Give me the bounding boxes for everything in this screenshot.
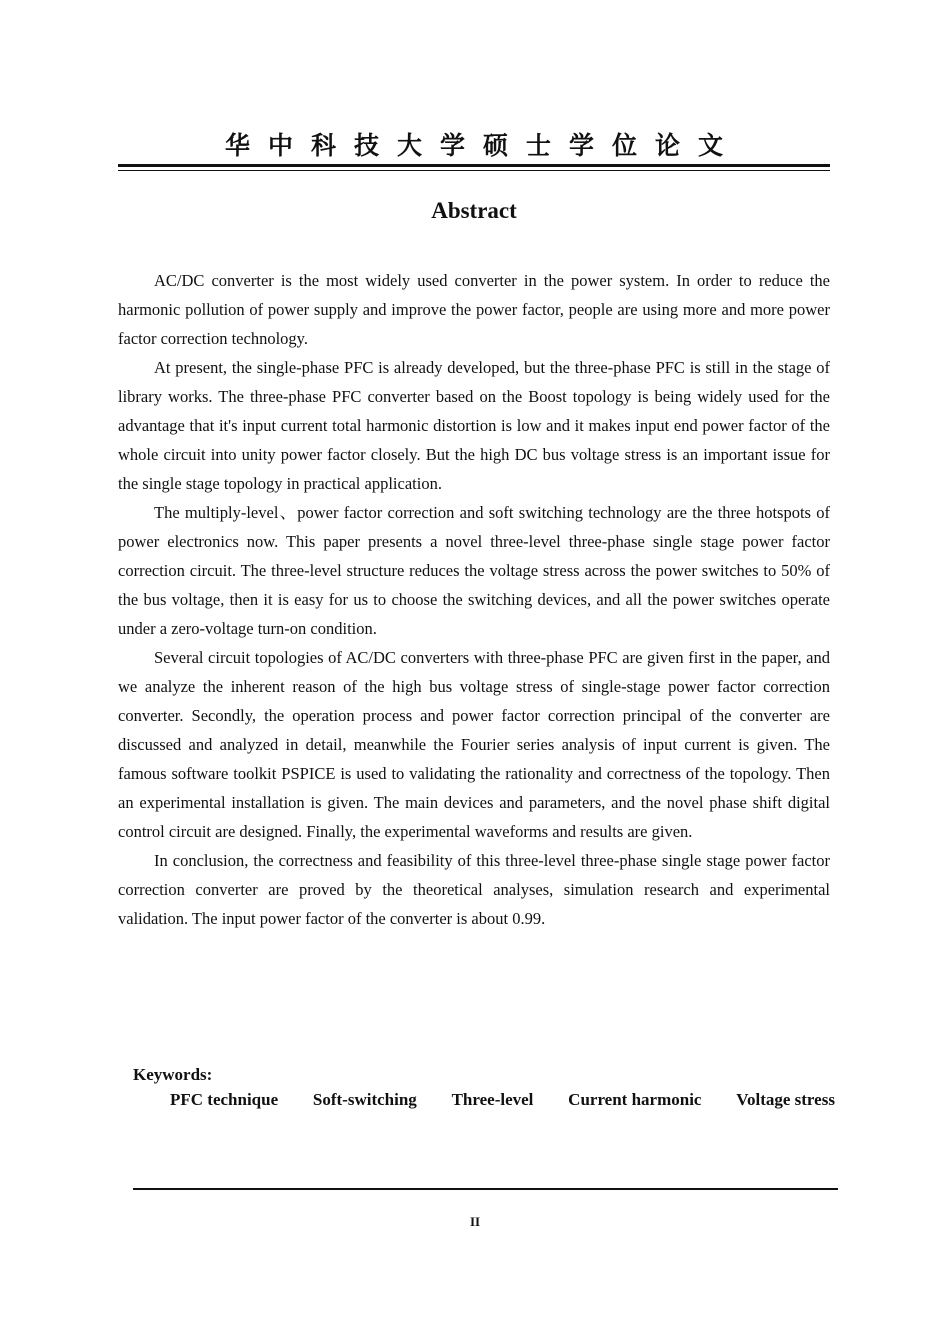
abstract-paragraph-5: In conclusion, the correctness and feasibility of this three-level three-phase single stage power factor correction converter are proved by the theoretical analyses, simulation research and experimental validation. The input power factor of the converter is about 0.99. (118, 851, 830, 928)
abstract-body (118, 266, 830, 933)
abstract-paragraph-4: Several circuit topologies of AC/DC converters with three-phase PFC are given first in the paper, and we analyze the inherent reason of the high bus voltage stress of single-stage power factor correction converter. Secondly, the operation process and power factor correction principal of the converter are discussed and analyzed in detail, meanwhile the Fourier series analysis of input current is given. The famous software toolkit PSPICE is used to validating the rationality and correctness of the topology. Then an experimental installation is given. The main devices and parameters, and the novel phase shift digital control circuit are designed. Finally, the experimental waveforms and results are given. (118, 648, 830, 841)
header-rule (118, 164, 830, 167)
page-number: II (469, 1214, 481, 1229)
keyword-item: PFC technique (170, 1090, 279, 1109)
abstract-paragraph-2: At present, the single-phase PFC is already developed, but the three-phase PFC is still in the stage of library works. The three-phase PFC converter based on the Boost topology is being widely used for the advantage that it's input current total harmonic distortion is low and it makes input end power factor of the whole circuit into unity power factor closely. But the high DC bus voltage stress is an important issue for the single stage topology in practical application. (118, 358, 830, 493)
abstract-paragraph-1: AC/DC converter is the most widely used converter in the power system. In order to reduce the harmonic pollution of power supply and improve the power factor, people are using more and more power factor correction technology. (118, 271, 830, 348)
abstract-paragraph-3: The multiply-level、power factor correction and soft switching technology are the three hotspots of power electronics now. This paper presents a novel three-level three-phase single stage power factor correction circuit. The three-level structure reduces the voltage stress across the power switches to 50% of the bus voltage, then it is easy for us to choose the switching devices, and all the power switches operate under a zero-voltage turn-on condition. (118, 503, 830, 638)
header-rule-thin (118, 170, 830, 171)
page-header-title: 华中科技大学硕士学位论文 (224, 131, 741, 160)
footer-rule (133, 1188, 838, 1190)
abstract-title: Abstract (431, 198, 517, 223)
keyword-item: Current harmonic (568, 1090, 702, 1109)
keyword-item: Three-level (451, 1090, 534, 1109)
keyword-item: Soft-switching (312, 1090, 417, 1109)
keywords-label: Keywords: (133, 1065, 213, 1084)
keyword-item: Voltage stress (736, 1090, 835, 1109)
keywords-list (170, 1090, 835, 1110)
